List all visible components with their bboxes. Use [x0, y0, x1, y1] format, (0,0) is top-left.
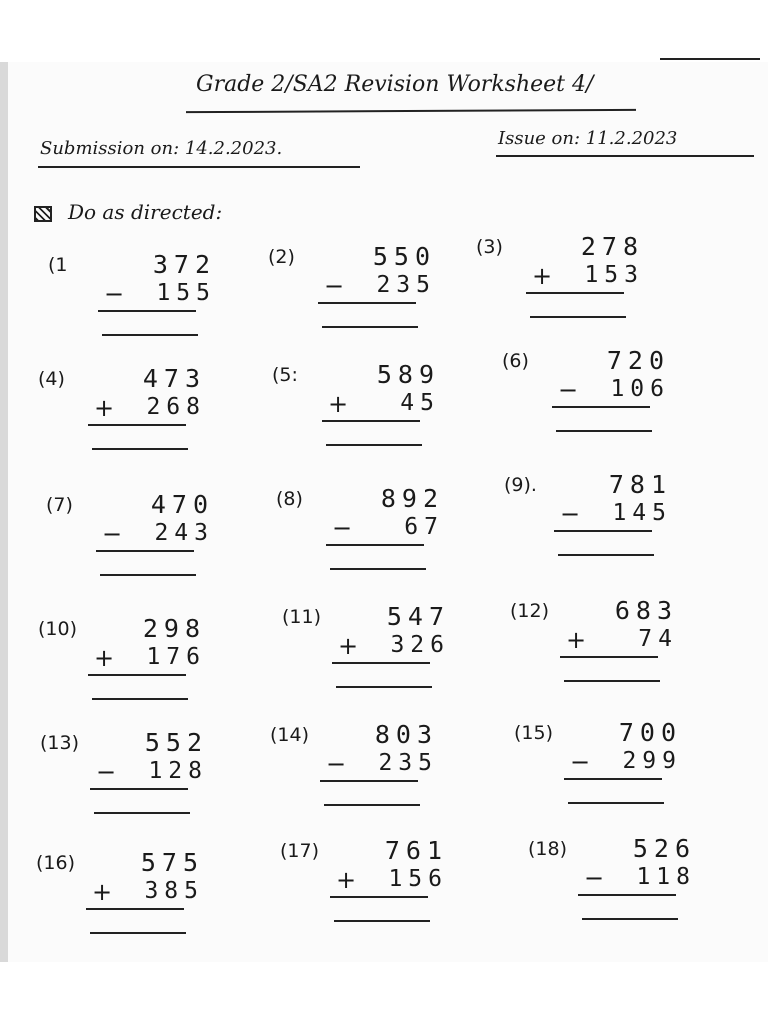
problem-bottom-operand: 128 [148, 758, 208, 784]
bottom-margin [0, 962, 768, 1024]
problem-operator: + [336, 866, 357, 894]
sum-line [564, 778, 662, 780]
answer-line [92, 448, 188, 450]
problem-operator: − [332, 514, 353, 542]
problem-bottom-operand: 243 [154, 520, 214, 546]
issue-date: Issue on: 11.2.2023 [498, 128, 678, 149]
problem-number: (7) [46, 494, 73, 516]
problem-operator: − [560, 500, 581, 528]
answer-line [558, 554, 654, 556]
problem-8 [276, 484, 476, 594]
problem-3 [476, 232, 676, 342]
problem-15 [514, 718, 714, 828]
problem-number: (2) [268, 246, 295, 268]
problem-bottom-operand: 299 [622, 748, 682, 774]
answer-line [582, 918, 678, 920]
problem-bottom-operand: 268 [146, 394, 206, 420]
problem-bottom-operand: 118 [636, 864, 696, 890]
problem-bottom-operand: 156 [388, 866, 448, 892]
problem-16 [36, 848, 236, 958]
answer-line [530, 316, 626, 318]
problem-top-operand: 589 [376, 360, 440, 389]
sum-line [330, 896, 428, 898]
problem-top-operand: 473 [142, 364, 206, 393]
problem-top-operand: 781 [608, 470, 672, 499]
problem-number: (15) [514, 722, 554, 744]
problem-operator: + [532, 262, 553, 290]
sum-line [88, 424, 186, 426]
problem-top-operand: 700 [618, 718, 682, 747]
problem-bottom-operand: 235 [378, 750, 438, 776]
worksheet-title: Grade 2/SA2 Revision Worksheet 4/ [196, 72, 594, 97]
answer-line [330, 568, 426, 570]
problem-bottom-operand: 45 [400, 390, 440, 416]
sum-line [560, 656, 658, 658]
problem-operator: + [566, 626, 587, 654]
problem-bottom-operand: 155 [156, 280, 216, 306]
problem-bottom-operand: 326 [390, 632, 450, 658]
problem-number: (16) [36, 852, 76, 874]
answer-line [336, 686, 432, 688]
problem-top-operand: 892 [380, 484, 444, 513]
sum-line [526, 292, 624, 294]
problem-number: (8) [276, 488, 303, 510]
sum-line [318, 302, 416, 304]
problem-6 [502, 346, 702, 456]
sum-line [90, 788, 188, 790]
problem-top-operand: 803 [374, 720, 438, 749]
problem-operator: − [584, 864, 605, 892]
answer-line [326, 444, 422, 446]
answer-line [322, 326, 418, 328]
problem-10 [38, 614, 238, 724]
problem-2 [268, 242, 468, 352]
sum-line [326, 544, 424, 546]
submission-underline [38, 166, 360, 168]
problem-top-operand: 575 [140, 848, 204, 877]
problem-number: (1 [48, 254, 68, 276]
problem-17 [280, 836, 480, 946]
problem-number: (12) [510, 600, 550, 622]
problem-5 [272, 360, 472, 470]
problem-top-operand: 550 [372, 242, 436, 271]
sum-line [552, 406, 650, 408]
problem-number: (6) [502, 350, 529, 372]
problem-4 [38, 364, 238, 474]
sum-line [88, 674, 186, 676]
top-margin [0, 0, 768, 62]
problem-operator: + [94, 644, 115, 672]
problem-9 [504, 470, 704, 580]
problem-bottom-operand: 176 [146, 644, 206, 670]
problem-top-operand: 720 [606, 346, 670, 375]
problem-bottom-operand: 145 [612, 500, 672, 526]
answer-line [100, 574, 196, 576]
instruction-text: Do as directed: [68, 200, 223, 224]
problem-bottom-operand: 153 [584, 262, 644, 288]
problem-11 [282, 602, 482, 712]
problem-top-operand: 470 [150, 490, 214, 519]
problem-operator: − [326, 750, 347, 778]
title-top-rule [660, 58, 760, 60]
problem-number: (5: [272, 364, 298, 386]
answer-line [90, 932, 186, 934]
problem-top-operand: 683 [614, 596, 678, 625]
sum-line [98, 310, 196, 312]
problem-operator: − [102, 520, 123, 548]
problem-bottom-operand: 106 [610, 376, 670, 402]
problem-number: (13) [40, 732, 80, 754]
problem-number: (18) [528, 838, 568, 860]
sum-line [554, 530, 652, 532]
problem-bottom-operand: 235 [376, 272, 436, 298]
sum-line [96, 550, 194, 552]
problem-operator: + [328, 390, 349, 418]
answer-line [324, 804, 420, 806]
answer-line [568, 802, 664, 804]
problem-top-operand: 761 [384, 836, 448, 865]
problem-number: (14) [270, 724, 310, 746]
problem-operator: + [92, 878, 113, 906]
problem-number: (17) [280, 840, 320, 862]
problem-operator: + [94, 394, 115, 422]
problem-operator: − [570, 748, 591, 776]
problem-top-operand: 526 [632, 834, 696, 863]
answer-line [334, 920, 430, 922]
submission-date: Submission on: 14.2.2023. [40, 138, 283, 159]
problem-bottom-operand: 385 [144, 878, 204, 904]
problem-operator: + [338, 632, 359, 660]
problem-top-operand: 372 [152, 250, 216, 279]
problem-operator: − [104, 280, 125, 308]
problem-12 [510, 596, 710, 706]
problem-top-operand: 547 [386, 602, 450, 631]
problem-operator: − [324, 272, 345, 300]
problem-top-operand: 278 [580, 232, 644, 261]
sum-line [332, 662, 430, 664]
issue-underline [496, 155, 754, 157]
problem-7 [46, 490, 246, 600]
sum-line [86, 908, 184, 910]
problem-top-operand: 552 [144, 728, 208, 757]
problem-number: (4) [38, 368, 65, 390]
title-underline [186, 109, 636, 113]
problem-bottom-operand: 74 [638, 626, 678, 652]
problem-operator: − [558, 376, 579, 404]
answer-line [94, 812, 190, 814]
problem-operator: − [96, 758, 117, 786]
answer-line [556, 430, 652, 432]
problem-13 [40, 728, 240, 838]
sum-line [320, 780, 418, 782]
sum-line [322, 420, 420, 422]
checkbox-icon [34, 206, 52, 222]
problem-number: (11) [282, 606, 322, 628]
problem-number: (3) [476, 236, 503, 258]
answer-line [92, 698, 188, 700]
problem-bottom-operand: 67 [404, 514, 444, 540]
answer-line [564, 680, 660, 682]
problem-18 [528, 834, 728, 944]
problem-number: (9). [504, 474, 537, 496]
paper-left-edge [0, 62, 8, 962]
problem-1 [48, 250, 248, 360]
problem-14 [270, 720, 470, 830]
sum-line [578, 894, 676, 896]
answer-line [102, 334, 198, 336]
problem-number: (10) [38, 618, 78, 640]
problem-top-operand: 298 [142, 614, 206, 643]
